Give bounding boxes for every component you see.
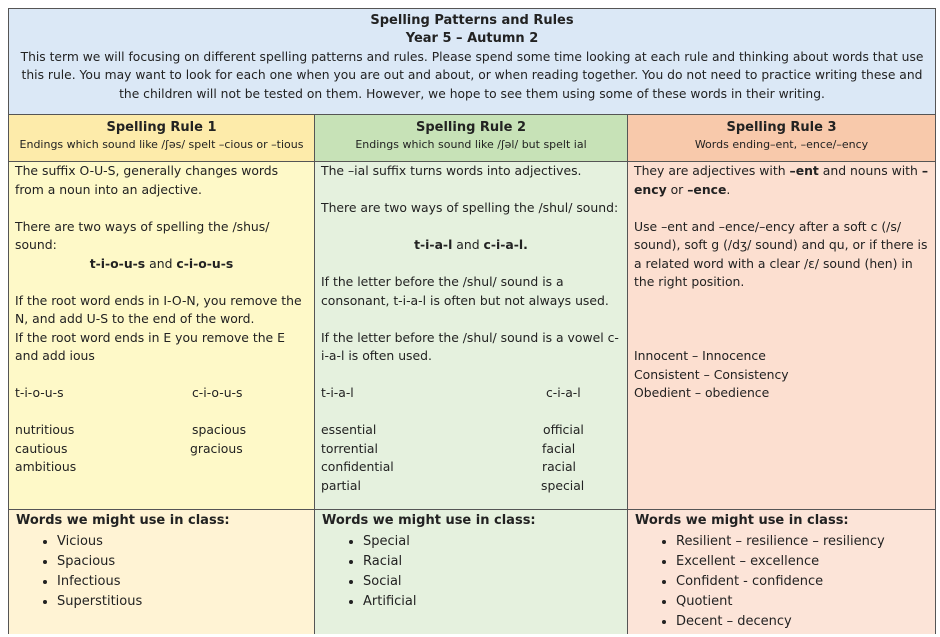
rule2-footer-title: Words we might use in class: <box>322 513 536 528</box>
rule2-and: and <box>456 237 480 252</box>
rule3-text: and nouns with <box>818 163 922 178</box>
rule3-text: They are adjectives with <box>634 163 790 178</box>
list-item: Consistent – Consistency <box>634 366 789 382</box>
rule1-left-head: t-i-o-u-s <box>15 385 64 400</box>
rule3-paragraph-1 <box>634 162 929 199</box>
rule1-left-word: cautious <box>15 440 68 456</box>
rule2-spelling-a: t-i-a-l <box>414 237 453 252</box>
rule3-footer <box>628 510 935 634</box>
rule2-left-word: confidential <box>321 459 394 474</box>
rule3-paragraph-2: Use –ent and –ence/–ency after a soft c (/s/ sound), soft g (/dʒ/ sound) and qu, or if there is a related word with a clear /ɛ/ sound (hen) in the right position. <box>634 218 928 289</box>
rule2-left-word: essential <box>321 422 377 437</box>
rule1-word-columns-head <box>15 384 308 403</box>
list-item <box>321 458 621 477</box>
rule3-title: Spelling Rule 3 <box>726 120 837 135</box>
rule2-body <box>315 162 628 510</box>
rule2-header <box>315 115 628 162</box>
rule2-right-word: racial <box>542 459 576 474</box>
page-title: Spelling Patterns and Rules <box>370 13 574 28</box>
rule2-paragraph-2: There are two ways of spelling the /shul/ sound: <box>321 200 619 215</box>
rule2-subtitle: Endings which sound like /ʃəl/ but spelt ial <box>355 138 587 151</box>
rule1-footer-title: Words we might use in class: <box>16 513 230 528</box>
rule1-right-word: gracious <box>190 440 243 456</box>
spelling-sheet <box>8 8 936 634</box>
list-item: • Social <box>363 572 621 592</box>
rule2-right-head: c-i-a-l <box>546 385 581 400</box>
list-item: • Spacious <box>57 552 308 572</box>
rule2-word-columns-head <box>321 384 621 403</box>
rule2-footer <box>315 510 628 634</box>
list-item <box>321 440 621 459</box>
rule1-paragraph-1: The suffix O-U-S, generally changes words from a noun into an adjective. <box>15 163 279 197</box>
page-subtitle: Year 5 – Autumn 2 <box>405 31 539 46</box>
list-item <box>321 421 621 440</box>
rule1-right-head: c-i-o-u-s <box>192 385 243 400</box>
rule1-header <box>9 115 315 162</box>
rule3-ending-ency: –ency <box>634 163 929 197</box>
rule3-class-words <box>635 532 929 632</box>
rule2-left-word: torrential <box>321 440 378 456</box>
list-item: Obedient – obedience <box>634 385 770 400</box>
list-item: • Decent – decency <box>676 612 929 632</box>
rule1-paragraph-4: If the root word ends in E you remove the E and add ious <box>15 329 285 363</box>
rule2-paragraph-4: If the letter before the /shul/ sound is a vowel c-i-a-l is often used. <box>321 329 619 363</box>
rule2-left-head: t-i-a-l <box>321 385 354 400</box>
list-item <box>15 458 308 477</box>
list-item <box>15 440 308 459</box>
list-item: • Excellent – excellence <box>676 552 929 572</box>
rule1-paragraph-3: If the root word ends in I-O-N, you remove the N, and add U-S to the end of the word. <box>15 292 302 326</box>
sheet-header <box>9 9 935 115</box>
rule3-subtitle: Words ending–ent, –ence/–ency <box>694 138 869 151</box>
rule3-text: or <box>666 181 688 197</box>
rule2-title: Spelling Rule 2 <box>415 120 527 135</box>
rule1-left-word: nutritious <box>15 422 75 437</box>
rule1-spelling-a: t-i-o-u-s <box>89 255 146 271</box>
list-item: • Artificial <box>363 592 621 612</box>
list-item: • Infectious <box>57 572 308 592</box>
rule2-paragraph-3: If the letter before the /shul/ sound is a consonant, t-i-a-l is often but not always used. <box>321 274 609 308</box>
list-item: • Confident - confidence <box>676 572 929 592</box>
list-item: • Superstitious <box>57 592 308 612</box>
rule3-ending-ence: –ence <box>687 181 727 197</box>
rule1-subtitle: Endings which sound like /ʃəs/ spelt –cious or –tious <box>19 138 304 151</box>
list-item: • Resilient – resilience – resiliency <box>676 532 929 552</box>
rule3-header <box>628 115 935 162</box>
rule1-left-word: ambitious <box>15 459 77 474</box>
rule3-footer-title: Words we might use in class: <box>635 513 849 528</box>
list-item <box>15 421 308 440</box>
rule3-text: . <box>726 181 731 197</box>
rule2-paragraph-1: The –ial suffix turns words into adjectives. <box>321 163 582 178</box>
rule3-ending-ent: –ent <box>789 163 819 178</box>
rule1-class-words <box>16 532 308 612</box>
rule1-and: and <box>149 255 173 271</box>
rule2-spelling-b: c-i-a-l. <box>483 237 528 252</box>
rule1-right-word: spacious <box>192 422 247 437</box>
list-item: • Quotient <box>676 592 929 612</box>
rule2-right-word: facial <box>542 440 576 456</box>
rule2-right-word: special <box>541 477 585 493</box>
list-item: • Special <box>363 532 621 552</box>
list-item <box>321 477 621 496</box>
rule1-spelling-b: c-i-o-u-s <box>176 255 234 271</box>
rule2-left-word: partial <box>321 477 361 493</box>
rule3-body <box>628 162 935 510</box>
rule2-spellings <box>321 236 621 255</box>
list-item: Innocent – Innocence <box>634 348 766 363</box>
rule1-footer <box>9 510 315 634</box>
list-item: • Vicious <box>57 532 308 552</box>
rule2-class-words <box>322 532 621 612</box>
rule1-spellings <box>15 255 308 274</box>
intro-text: This term we will focusing on different spelling patterns and rules. Please spend some time looking at each rule and thinking about words that use this rule. You may want to look for each one when you are out and about, or when reading together. You do not need to practice writing these and the children will not be tested on them. However, we hope to see them using some of these words in their writing. <box>20 50 924 101</box>
rule1-body <box>9 162 315 510</box>
rule1-paragraph-2: There are two ways of spelling the /shus/ sound: <box>15 218 270 252</box>
rule1-title: Spelling Rule 1 <box>106 120 217 135</box>
list-item: • Racial <box>363 552 621 572</box>
rule2-right-word: official <box>543 422 584 437</box>
